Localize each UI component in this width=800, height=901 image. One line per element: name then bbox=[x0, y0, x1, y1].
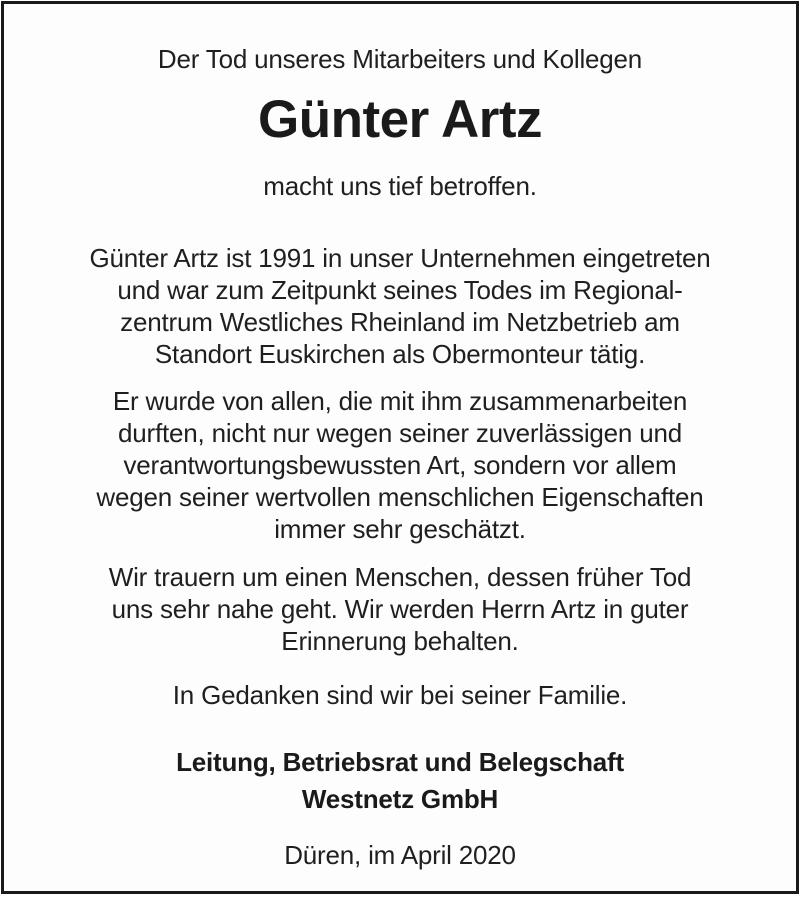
intro-line: Der Tod unseres Mitarbeiters und Kollegen bbox=[157, 44, 643, 74]
paragraph-1-line-1: Günter Artz ist 1991 in unser Unternehmen eingetreten bbox=[89, 243, 711, 273]
tagline: macht uns tief betroffen. bbox=[263, 171, 537, 201]
paragraph-2-line-5: immer sehr geschätzt. bbox=[274, 514, 526, 544]
paragraph-2-line-1: Er wurde von allen, die mit ihm zusammenarbeiten bbox=[112, 386, 688, 416]
signature-line-2: Westnetz GmbH bbox=[301, 784, 499, 814]
paragraph-3-line-1: Wir trauern um einen Menschen, dessen früher Tod bbox=[108, 562, 692, 592]
obituary-notice bbox=[1, 1, 799, 894]
paragraph-1-line-4: Standort Euskirchen als Obermonteur tätig. bbox=[154, 339, 646, 369]
place-date: Düren, im April 2020 bbox=[284, 840, 516, 870]
paragraph-1-line-2: und war zum Zeitpunkt seines Todes im Regional- bbox=[117, 275, 683, 305]
paragraph-3-line-3: Erinnerung behalten. bbox=[281, 626, 519, 656]
paragraph-2-line-4: wegen seiner wertvollen menschlichen Eigenschaften bbox=[96, 482, 704, 512]
deceased-name: Günter Artz bbox=[257, 90, 543, 149]
paragraph-2-line-2: durften, nicht nur wegen seiner zuverlässigen und bbox=[118, 418, 682, 448]
paragraph-1-line-3: zentrum Westliches Rheinland im Netzbetrieb am bbox=[120, 307, 680, 337]
paragraph-4-line-1: In Gedanken sind wir bei seiner Familie. bbox=[172, 680, 628, 710]
paragraph-3-line-2: uns sehr nahe geht. Wir werden Herrn Artz in guter bbox=[111, 594, 689, 624]
signature-line-1: Leitung, Betriebsrat und Belegschaft bbox=[176, 747, 624, 777]
paragraph-2-line-3: verantwortungsbewussten Art, sondern vor allem bbox=[123, 450, 677, 480]
